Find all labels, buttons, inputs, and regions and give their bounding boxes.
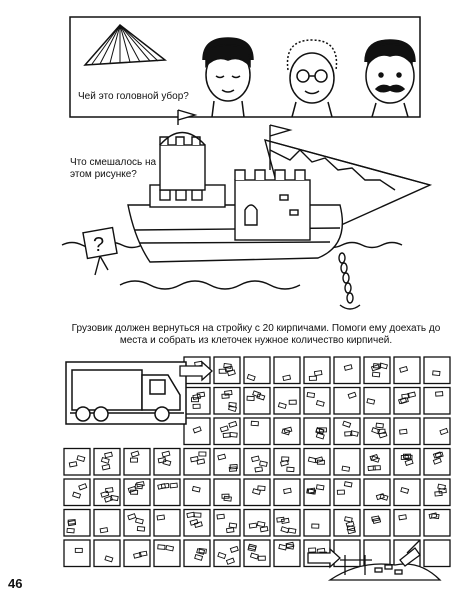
brick: [288, 528, 296, 533]
maze-cell: [394, 510, 420, 537]
brick: [282, 518, 290, 523]
mustache-man-icon: [365, 40, 415, 117]
brick: [399, 515, 407, 520]
brick: [224, 363, 231, 368]
brick: [220, 426, 228, 432]
maze-cell: [244, 357, 270, 384]
brick: [170, 483, 177, 488]
brick: [77, 456, 85, 462]
brick: [401, 488, 409, 494]
brick: [73, 492, 81, 498]
brick: [283, 375, 291, 380]
maze-cell: [394, 388, 420, 415]
maze-cell: [364, 357, 390, 384]
maze-cell: [244, 540, 270, 567]
brick: [405, 459, 413, 465]
brick: [224, 496, 231, 501]
maze-cell: [334, 540, 360, 567]
maze-cell: [394, 479, 420, 506]
maze-cell: [214, 357, 240, 384]
maze-cell: [244, 510, 270, 537]
brick: [75, 548, 82, 552]
ship-castle-icon: [62, 110, 430, 289]
brick: [309, 376, 316, 380]
brick: [367, 399, 375, 404]
brick: [345, 517, 353, 522]
maze-cell: [154, 510, 180, 537]
maze-cell: [94, 540, 120, 567]
brick: [247, 396, 254, 400]
brick: [344, 365, 352, 371]
brick: [229, 421, 237, 427]
brick: [136, 518, 144, 524]
brick: [193, 427, 201, 433]
brick: [166, 546, 174, 551]
maze-cell: [424, 510, 450, 537]
brick: [226, 528, 233, 533]
brick: [101, 458, 109, 464]
brick: [252, 456, 260, 462]
maze-cell: [94, 449, 120, 476]
asian-boy-icon: [203, 38, 253, 117]
brick: [105, 556, 113, 562]
brick: [372, 372, 379, 377]
maze-cell: [184, 418, 210, 445]
brick: [433, 371, 440, 376]
brick: [230, 546, 238, 552]
maze-cell: [244, 388, 270, 415]
question-sign-icon: [83, 228, 117, 275]
maze-cell: [394, 449, 420, 476]
brick: [435, 491, 442, 496]
brick: [217, 514, 224, 519]
anchor-chain-icon: [339, 253, 360, 309]
maze-cell: [424, 418, 450, 445]
brick: [247, 374, 255, 380]
cone-hat-icon: [85, 25, 165, 65]
maze-cell: [244, 449, 270, 476]
brick: [429, 513, 437, 519]
maze-cell: [304, 510, 330, 537]
brick: [192, 486, 200, 491]
maze-cell: [424, 449, 450, 476]
maze-cell: [64, 540, 90, 567]
maze-cell: [64, 449, 90, 476]
brick: [257, 521, 265, 526]
brick: [229, 523, 236, 528]
question-mark-glyph: ?: [93, 234, 105, 256]
glasses-woman-icon: [288, 40, 337, 117]
page-number: 46: [8, 576, 23, 591]
brick: [197, 459, 205, 464]
brick: [226, 558, 234, 564]
brick: [128, 514, 136, 520]
puzzle1-question: Чей это головной убор?: [78, 91, 189, 102]
maze-cell: [64, 479, 90, 506]
truck-icon: [66, 362, 186, 424]
brick: [162, 451, 170, 457]
brick: [230, 432, 237, 437]
maze-cell: [364, 418, 390, 445]
brick: [255, 467, 263, 472]
maze-cell: [184, 388, 210, 415]
brick: [284, 488, 292, 493]
brick: [193, 404, 200, 408]
brick: [400, 429, 407, 434]
maze-cell: [244, 479, 270, 506]
brick: [131, 451, 139, 457]
brick: [100, 528, 108, 533]
brick: [287, 467, 294, 471]
maze-cell: [274, 479, 300, 506]
brick: [348, 392, 356, 398]
brick: [67, 528, 74, 533]
maze-cell: [364, 388, 390, 415]
brick: [197, 549, 205, 555]
brick: [194, 513, 201, 517]
brick: [195, 555, 203, 561]
brick: [68, 521, 76, 526]
brick: [258, 556, 265, 560]
brick: [199, 452, 206, 456]
brick: [433, 458, 441, 464]
maze-cell: [424, 357, 450, 384]
brick: [278, 403, 286, 409]
maze-cell: [274, 418, 300, 445]
brick: [316, 401, 324, 407]
brick: [260, 461, 268, 466]
brick: [314, 371, 322, 376]
maze-cell: [154, 540, 180, 567]
brick: [79, 484, 87, 490]
brick: [131, 458, 138, 462]
brick: [307, 393, 314, 398]
brick: [105, 452, 113, 457]
brick: [436, 392, 443, 396]
brick: [344, 482, 352, 487]
brick: [251, 421, 258, 425]
maze-cell: [424, 540, 450, 567]
brick: [223, 433, 230, 438]
maze-cell: [334, 479, 360, 506]
brick: [225, 390, 232, 395]
maze-cell: [334, 388, 360, 415]
brick: [440, 428, 448, 434]
maze-cell: [214, 479, 240, 506]
brick: [279, 544, 287, 549]
brick: [400, 367, 408, 373]
maze-cell: [424, 388, 450, 415]
brick: [379, 432, 387, 438]
brick: [281, 527, 289, 533]
puzzle2-question: Что смешалось на этом рисунке?: [70, 157, 157, 180]
maze-cell: [304, 357, 330, 384]
brick: [250, 553, 258, 559]
brick: [249, 523, 256, 528]
brick: [368, 466, 375, 471]
brick: [69, 462, 77, 467]
maze-cell: [184, 479, 210, 506]
puzzle3-task: Грузовик должен вернуться на стройку с 20 кирпичами. Помоги ему доехать до места и собрать из клеточек нужное количество кирпичей.: [71, 323, 441, 346]
brick: [337, 490, 344, 494]
brick: [102, 464, 110, 469]
brick: [157, 515, 164, 520]
brick: [309, 548, 316, 552]
brick: [218, 454, 226, 460]
brick: [128, 486, 136, 492]
brick: [218, 552, 226, 558]
brick: [229, 402, 236, 407]
brick: [260, 527, 268, 532]
brick: [342, 466, 350, 471]
brick: [163, 460, 171, 466]
brick: [343, 421, 351, 427]
maze-cell: [154, 449, 180, 476]
brick: [195, 522, 203, 528]
brick: [376, 423, 383, 428]
maze-cell: [364, 540, 390, 567]
brick: [158, 545, 165, 550]
maze-cell: [364, 479, 390, 506]
brick: [312, 524, 319, 528]
brick: [316, 485, 324, 490]
brick: [372, 428, 380, 434]
brick: [289, 400, 296, 404]
brick: [190, 519, 198, 525]
brick: [137, 526, 144, 531]
